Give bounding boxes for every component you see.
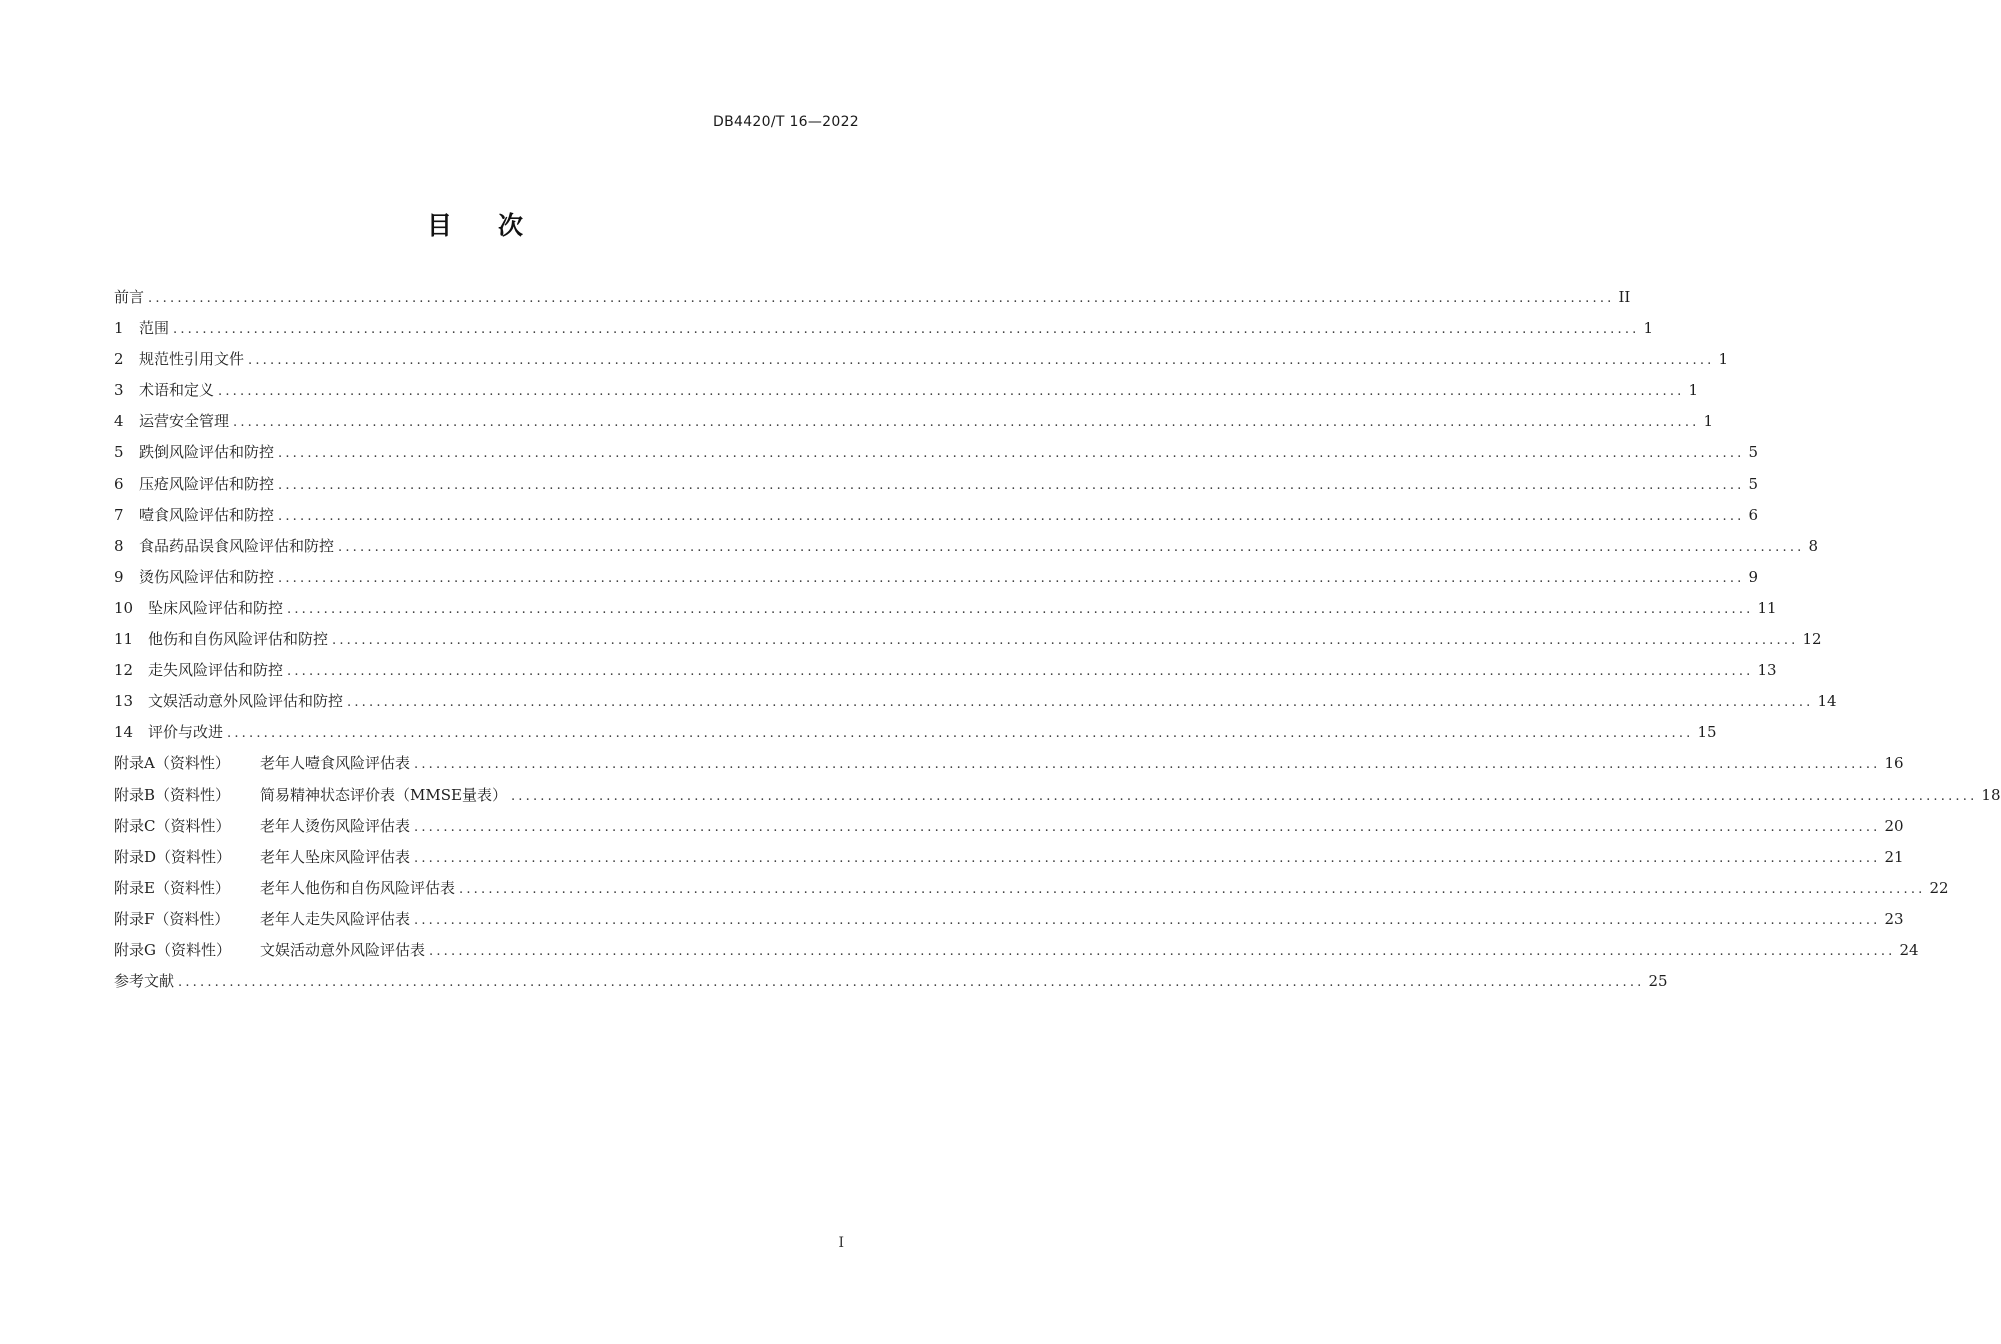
toc-leader-dots: ........................................................................................................................................................................................................ (227, 726, 1694, 742)
toc-leader-dots: ........................................................................................................................................................................................................ (178, 975, 1645, 991)
toc-entry-page: 11 (1757, 598, 1777, 617)
toc-entry-number: 9 (114, 567, 124, 586)
toc-leader-dots: ........................................................................................................................................................................................................ (414, 912, 1881, 928)
toc-entry-number: 11 (114, 630, 134, 649)
toc-entry-page: 14 (1817, 692, 1837, 711)
toc-entry-title: 简易精神状态评价表（MMSE量表） (260, 785, 507, 804)
toc-leader-dots: ........................................................................................................................................................................................................ (278, 477, 1745, 493)
toc-leader-dots: ........................................................................................................................................................................................................ (510, 788, 1978, 804)
toc-entry-title: 老年人烫伤风险评估表 (260, 816, 411, 835)
toc-entry-title: 老年人他伤和自伤风险评估表 (260, 878, 456, 897)
toc-entry-number: 12 (114, 661, 134, 680)
toc-entry-number: 7 (114, 505, 124, 524)
toc-leader-dots: ........................................................................................................................................................................................................ (173, 322, 1640, 338)
toc-entry-number: 附录E（资料性） (114, 878, 230, 897)
toc-entry-title: 他伤和自伤风险评估和防控 (148, 630, 329, 649)
toc-entry-number: 5 (114, 443, 124, 462)
toc-entry-number: 附录A（资料性） (114, 754, 230, 773)
toc-entry[interactable] (114, 780, 2001, 811)
toc-leader-dots: ........................................................................................................................................................................................................ (414, 850, 1881, 866)
toc-entry-number: 附录F（资料性） (114, 909, 230, 928)
toc-entry-page: 21 (1884, 847, 1904, 866)
toc-entry-page: 25 (1648, 972, 1668, 991)
toc-leader-dots: ........................................................................................................................................................................................................ (338, 539, 1805, 555)
toc-entry-page: 8 (1808, 536, 1819, 555)
standard-code: DB4420/T 16—2022 (713, 114, 859, 130)
toc-entry[interactable] (114, 437, 1759, 468)
toc-entry-title: 跌倒风险评估和防控 (139, 443, 275, 462)
toc-entry-page: 6 (1748, 505, 1759, 524)
toc-entry-page: 5 (1748, 474, 1759, 493)
toc-entry[interactable] (114, 842, 1904, 873)
toc-entry-title: 规范性引用文件 (139, 350, 245, 369)
toc-leader-dots: ........................................................................................................................................................................................................ (414, 819, 1881, 835)
toc-entry-title: 烫伤风险评估和防控 (139, 567, 275, 586)
toc-entry[interactable] (114, 593, 1777, 624)
toc-entry[interactable] (114, 531, 1819, 562)
toc-entry[interactable] (114, 562, 1759, 593)
toc-entry-number: 1 (114, 319, 124, 338)
toc-entry-page: 20 (1884, 816, 1904, 835)
toc-entry-number: 14 (114, 723, 134, 742)
toc-entry-title: 噎食风险评估和防控 (139, 505, 275, 524)
toc-entry[interactable] (114, 344, 1729, 375)
toc-entry-number: 2 (114, 350, 124, 369)
toc-entry[interactable] (114, 406, 1714, 437)
toc-entry-title: 走失风险评估和防控 (148, 661, 284, 680)
toc-leader-dots: ........................................................................................................................................................................................................ (287, 664, 1754, 680)
toc-entry-number: 3 (114, 381, 124, 400)
toc-entry-title: 老年人坠床风险评估表 (260, 847, 411, 866)
toc-entry-title: 参考文献 (114, 972, 175, 991)
toc-entry-page: 1 (1688, 381, 1699, 400)
toc-entry-page: II (1618, 288, 1631, 306)
toc-entry[interactable] (114, 282, 1631, 313)
toc-entry-title: 老年人走失风险评估表 (260, 909, 411, 928)
toc-entry-title: 评价与改进 (148, 723, 224, 742)
toc-entry[interactable] (114, 935, 1919, 966)
toc-entry-title: 坠床风险评估和防控 (148, 598, 284, 617)
toc-entry[interactable] (114, 873, 1949, 904)
toc-entry-number: 4 (114, 412, 124, 431)
toc-entry-page: 22 (1929, 878, 1949, 897)
toc-entry-page: 24 (1899, 940, 1919, 959)
toc-entry-number: 附录C（资料性） (114, 816, 231, 835)
toc-entry-number: 8 (114, 536, 124, 555)
toc-leader-dots: ........................................................................................................................................................................................................ (148, 291, 1615, 306)
toc-entry-title: 压疮风险评估和防控 (139, 474, 275, 493)
toc-entry-title: 术语和定义 (139, 381, 215, 400)
toc-entry-page: 5 (1748, 443, 1759, 462)
toc-entry-page: 12 (1802, 630, 1822, 649)
toc-leader-dots: ........................................................................................................................................................................................................ (429, 943, 1896, 959)
toc-entry-page: 9 (1748, 567, 1759, 586)
toc-entry-page: 23 (1884, 909, 1904, 928)
toc-entry-number: 6 (114, 474, 124, 493)
toc-leader-dots: ........................................................................................................................................................................................................ (278, 508, 1745, 524)
table-of-contents (114, 282, 2001, 997)
toc-entry[interactable] (114, 500, 1759, 531)
toc-entry-page: 15 (1697, 723, 1717, 742)
toc-leader-dots: ........................................................................................................................................................................................................ (233, 415, 1700, 431)
toc-leader-dots: ........................................................................................................................................................................................................ (414, 757, 1881, 773)
toc-entry[interactable] (114, 717, 1717, 748)
toc-entry-page: 16 (1884, 754, 1904, 773)
toc-leader-dots: ........................................................................................................................................................................................................ (347, 695, 1814, 711)
toc-entry-page: 18 (1981, 785, 2001, 804)
toc-entry-number: 10 (114, 598, 134, 617)
toc-entry[interactable] (114, 655, 1777, 686)
toc-leader-dots: ........................................................................................................................................................................................................ (459, 881, 1926, 897)
toc-entry-title: 老年人噎食风险评估表 (260, 754, 411, 773)
toc-entry[interactable] (114, 748, 1904, 779)
toc-entry-page: 1 (1643, 319, 1654, 338)
toc-leader-dots: ........................................................................................................................................................................................................ (287, 601, 1754, 617)
toc-entry-title: 食品药品误食风险评估和防控 (139, 536, 335, 555)
toc-entry-number: 13 (114, 692, 134, 711)
page-number: I (838, 1235, 844, 1251)
toc-entry[interactable] (114, 904, 1904, 935)
toc-entry-number: 附录B（资料性） (114, 785, 231, 804)
toc-leader-dots: ........................................................................................................................................................................................................ (248, 353, 1715, 369)
toc-entry-title: 文娱活动意外风险评估和防控 (148, 692, 344, 711)
toc-entry[interactable] (114, 966, 1668, 997)
toc-entry[interactable] (114, 686, 1837, 717)
toc-entry[interactable] (114, 811, 1904, 842)
toc-entry-page: 1 (1718, 350, 1729, 369)
toc-leader-dots: ........................................................................................................................................................................................................ (278, 446, 1745, 462)
toc-leader-dots: ........................................................................................................................................................................................................ (278, 570, 1745, 586)
toc-entry[interactable] (114, 375, 1699, 406)
toc-entry-page: 1 (1703, 412, 1714, 431)
toc-entry[interactable] (114, 624, 1822, 655)
toc-entry-title: 前言 (114, 288, 145, 306)
toc-entry-number: 附录G（资料性） (114, 940, 231, 959)
toc-entry-title: 运营安全管理 (139, 412, 230, 431)
toc-entry-number: 附录D（资料性） (114, 847, 232, 866)
toc-leader-dots: ........................................................................................................................................................................................................ (218, 384, 1685, 400)
toc-entry[interactable] (114, 313, 1654, 344)
toc-entry-page: 13 (1757, 661, 1777, 680)
page-title: 目次 (426, 211, 569, 240)
toc-entry-title: 范围 (139, 319, 170, 338)
toc-entry-title: 文娱活动意外风险评估表 (260, 940, 426, 959)
toc-entry[interactable] (114, 469, 1759, 500)
toc-leader-dots: ........................................................................................................................................................................................................ (332, 633, 1799, 649)
